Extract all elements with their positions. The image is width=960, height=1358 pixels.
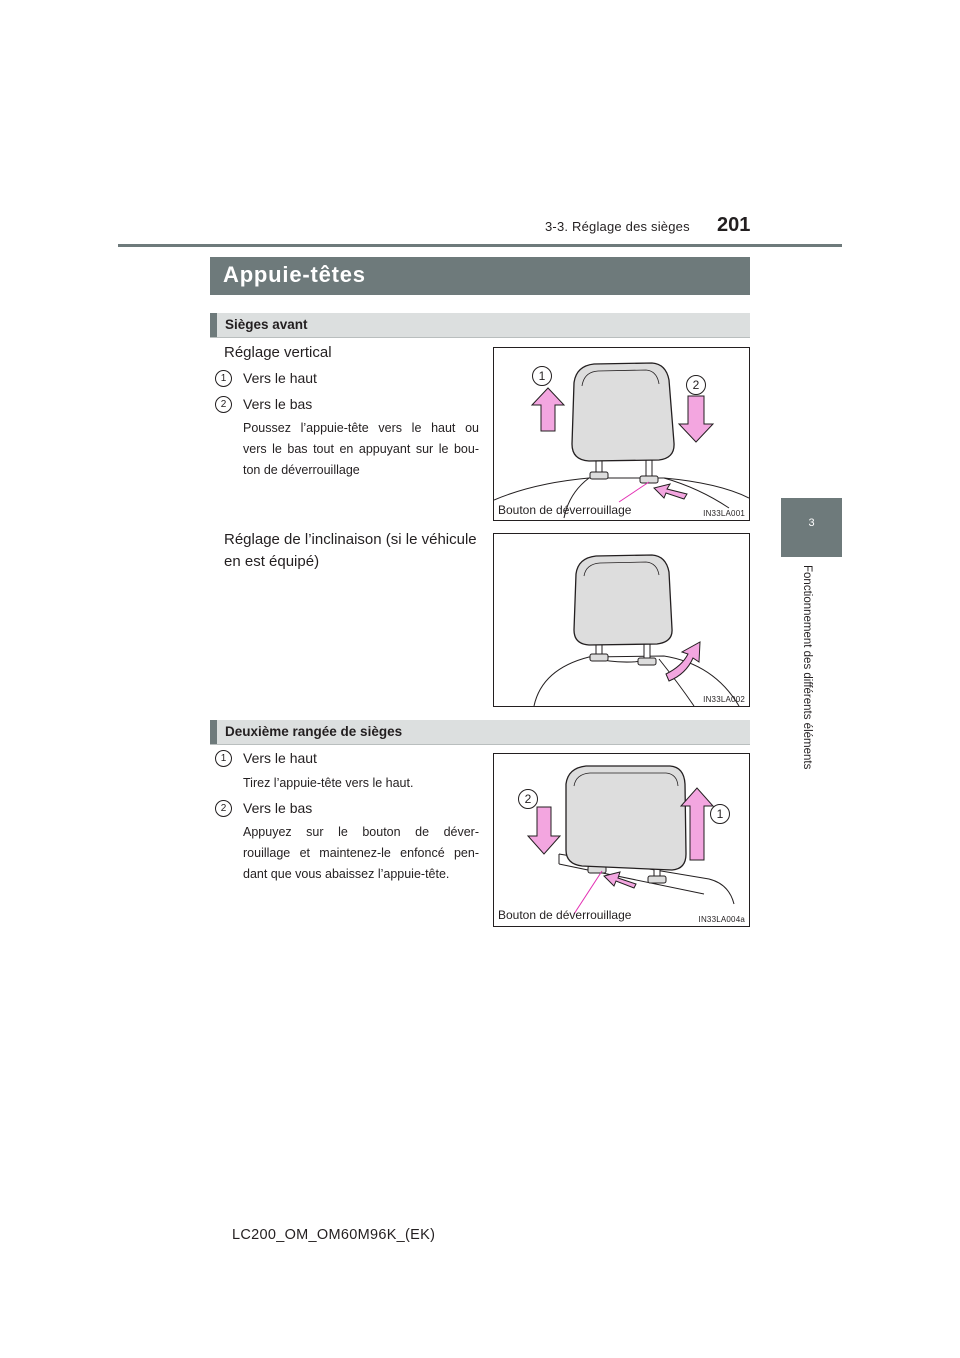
section-reference: 3-3. Réglage des sièges	[545, 219, 690, 234]
item-number: 2	[215, 396, 232, 413]
text-line: ton de déverrouillage	[243, 463, 360, 477]
vertical-adjustment-title: Réglage vertical	[224, 344, 332, 361]
callout-1: 1	[532, 366, 552, 386]
text-line: Poussez l’appuie-tête vers le haut ou	[243, 421, 479, 435]
item-number: 2	[215, 800, 232, 817]
item-label-down: Vers le bas	[243, 800, 313, 816]
text-line: dant que vous abaissez l’appuie-tête.	[243, 867, 450, 881]
figure-vertical-adjustment	[493, 347, 750, 521]
figure-rear-adjustment	[493, 753, 750, 927]
chapter-tab-number: 3	[808, 517, 815, 529]
subheading-front-seats	[210, 313, 750, 338]
text-line: Appuyez sur le bouton de déver-	[243, 825, 479, 839]
text-line: rouillage et maintenez-le enfoncé pen-	[243, 846, 479, 860]
subheading-marker	[210, 720, 217, 744]
rear-headrest-illustration	[494, 754, 749, 926]
item-number: 1	[215, 750, 232, 767]
rear-up-description: Tirez l’appuie-tête vers le haut.	[243, 776, 414, 790]
item-label-up: Vers le haut	[243, 750, 317, 766]
page-title: Appuie-têtes	[223, 262, 366, 287]
header-rule	[118, 244, 842, 247]
subheading-label: Deuxième rangée de sièges	[225, 724, 403, 739]
headrest-tilt-illustration	[494, 534, 749, 706]
rear-down-description	[243, 822, 479, 885]
front-description	[243, 418, 479, 481]
figure-code: IN33LA004a	[698, 915, 745, 924]
item-number: 1	[215, 370, 232, 387]
item-label-down: Vers le bas	[243, 396, 313, 412]
document-code-footer: LC200_OM_OM60M96K_(EK)	[232, 1227, 436, 1243]
subheading-rear-seats	[210, 720, 750, 745]
callout-2: 2	[686, 375, 706, 395]
text-line: vers le bas tout en appuyant sur le bou-	[243, 442, 479, 456]
figure-code: IN33LA002	[703, 695, 745, 704]
text-line: en est équipé)	[224, 553, 320, 570]
item-label-up: Vers le haut	[243, 370, 317, 386]
release-button-caption: Bouton de déverrouillage	[498, 908, 632, 922]
release-button-caption: Bouton de déverrouillage	[498, 503, 632, 517]
page-number: 201	[717, 214, 751, 236]
callout-1: 1	[710, 804, 730, 824]
callout-2: 2	[518, 789, 538, 809]
tilt-adjustment-title	[224, 529, 477, 573]
figure-tilt-adjustment	[493, 533, 750, 707]
chapter-vertical-title: Fonctionnement des différents éléments	[801, 565, 813, 770]
subheading-marker	[210, 313, 217, 337]
figure-code: IN33LA001	[703, 509, 745, 518]
text-line: Réglage de l’inclinaison (si le véhicule	[224, 531, 477, 548]
subheading-label: Sièges avant	[225, 317, 308, 332]
